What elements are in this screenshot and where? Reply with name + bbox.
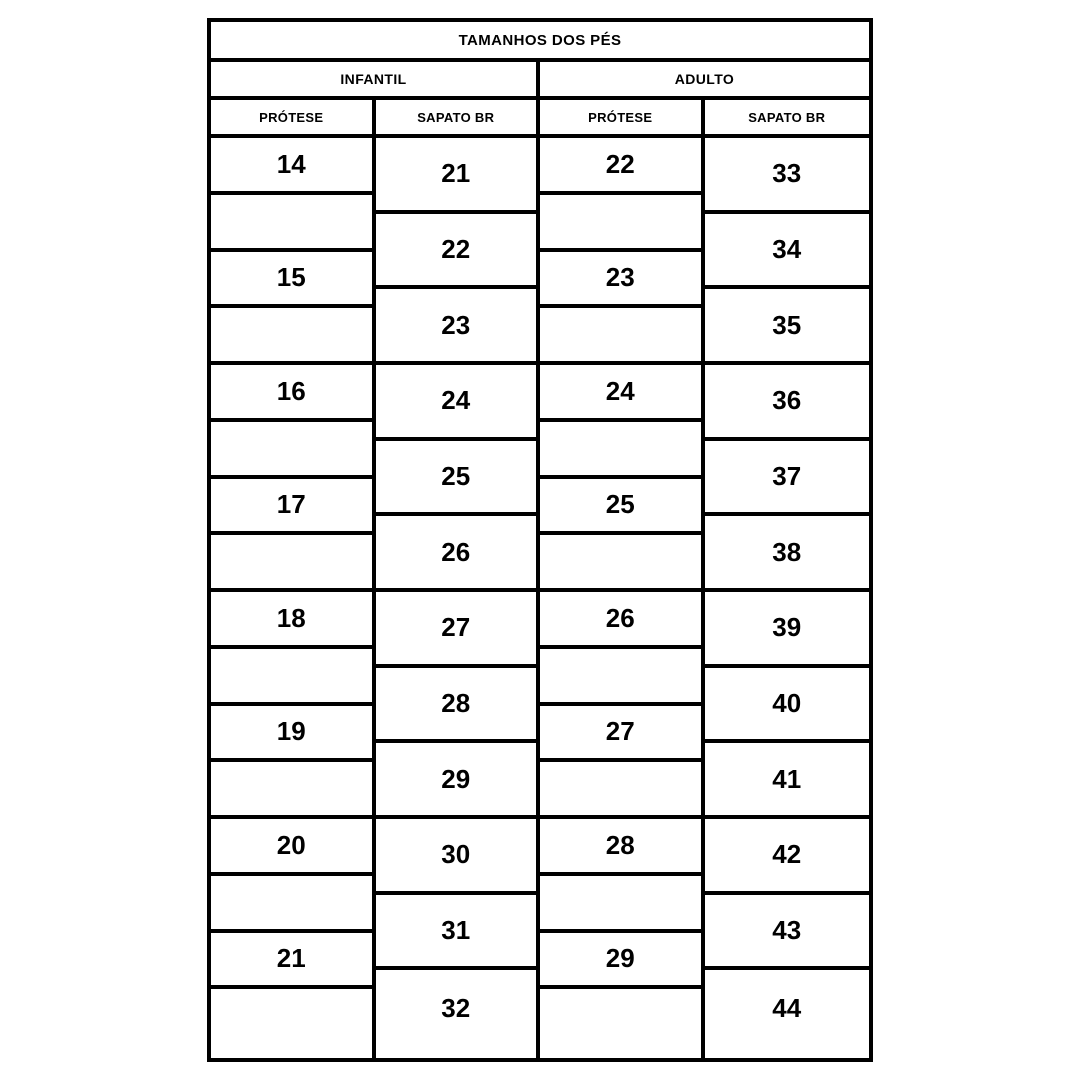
table-cell-empty (540, 195, 701, 252)
table-cell: 40 (705, 668, 870, 744)
column-protese-adulto (540, 138, 705, 1058)
table-cell: 28 (376, 668, 537, 744)
table-cell: 24 (376, 365, 537, 441)
table-cell: 42 (705, 819, 870, 895)
table-cell-empty (211, 876, 372, 933)
table-cell: 30 (376, 819, 537, 895)
table-cell-empty (211, 422, 372, 479)
column-header-protese-infantil: PRÓTESE (211, 100, 376, 134)
group-header-adulto: ADULTO (674, 71, 735, 87)
table-cell: 37 (705, 441, 870, 517)
table-cell: 29 (540, 933, 701, 990)
column-header-row (211, 100, 869, 138)
table-cell: 23 (376, 289, 537, 365)
table-cell: 31 (376, 895, 537, 971)
page-title: TAMANHOS DOS PÉS (458, 31, 622, 49)
table-cell-empty (211, 195, 372, 252)
table-cell: 26 (376, 516, 537, 592)
column-header-protese-adulto: PRÓTESE (540, 100, 705, 134)
table-cell: 25 (376, 441, 537, 517)
table-cell-empty (540, 762, 701, 819)
table-cell: 17 (211, 479, 372, 536)
table-cell: 43 (705, 895, 870, 971)
table-cell: 36 (705, 365, 870, 441)
table-cell: 35 (705, 289, 870, 365)
table-cell-empty (211, 535, 372, 592)
table-cell: 23 (540, 252, 701, 309)
table-cell: 16 (211, 365, 372, 422)
column-header-sapato-infantil: SAPATO BR (376, 100, 541, 134)
table-cell: 44 (705, 970, 870, 1046)
table-cell: 20 (211, 819, 372, 876)
table-cell: 29 (376, 743, 537, 819)
table-cell-empty (540, 989, 701, 1046)
table-cell: 27 (376, 592, 537, 668)
column-sapato-infantil (376, 138, 541, 1058)
table-cell: 27 (540, 706, 701, 763)
group-header-infantil: INFANTIL (211, 62, 540, 96)
table-cell: 18 (211, 592, 372, 649)
table-cell: 22 (376, 214, 537, 290)
foot-size-table (207, 18, 873, 1062)
column-sapato-adulto (705, 138, 870, 1058)
table-cell-empty (211, 649, 372, 706)
table-cell: 34 (705, 214, 870, 290)
table-cell-empty (211, 989, 372, 1046)
group-header-row (211, 62, 869, 100)
table-cell: 39 (705, 592, 870, 668)
table-cell-empty (540, 649, 701, 706)
table-cell: 33 (705, 138, 870, 214)
table-cell: 21 (376, 138, 537, 214)
table-cell-empty (540, 422, 701, 479)
table-cell-empty (540, 876, 701, 933)
table-cell: 28 (540, 819, 701, 876)
table-cell: 25 (540, 479, 701, 536)
table-cell: 41 (705, 743, 870, 819)
column-protese-infantil (211, 138, 376, 1058)
table-body (211, 138, 869, 1058)
table-cell-empty (540, 535, 701, 592)
table-cell: 24 (540, 365, 701, 422)
table-cell: 19 (211, 706, 372, 763)
column-header-sapato-adulto: SAPATO BR (748, 109, 826, 125)
table-cell: 38 (705, 516, 870, 592)
table-cell-empty (211, 308, 372, 365)
table-title-row (211, 22, 869, 62)
table-cell-empty (211, 762, 372, 819)
table-cell: 32 (376, 970, 537, 1046)
table-cell: 22 (540, 138, 701, 195)
table-cell-empty (540, 308, 701, 365)
table-cell: 26 (540, 592, 701, 649)
table-cell: 21 (211, 933, 372, 990)
table-cell: 14 (211, 138, 372, 195)
table-cell: 15 (211, 252, 372, 309)
